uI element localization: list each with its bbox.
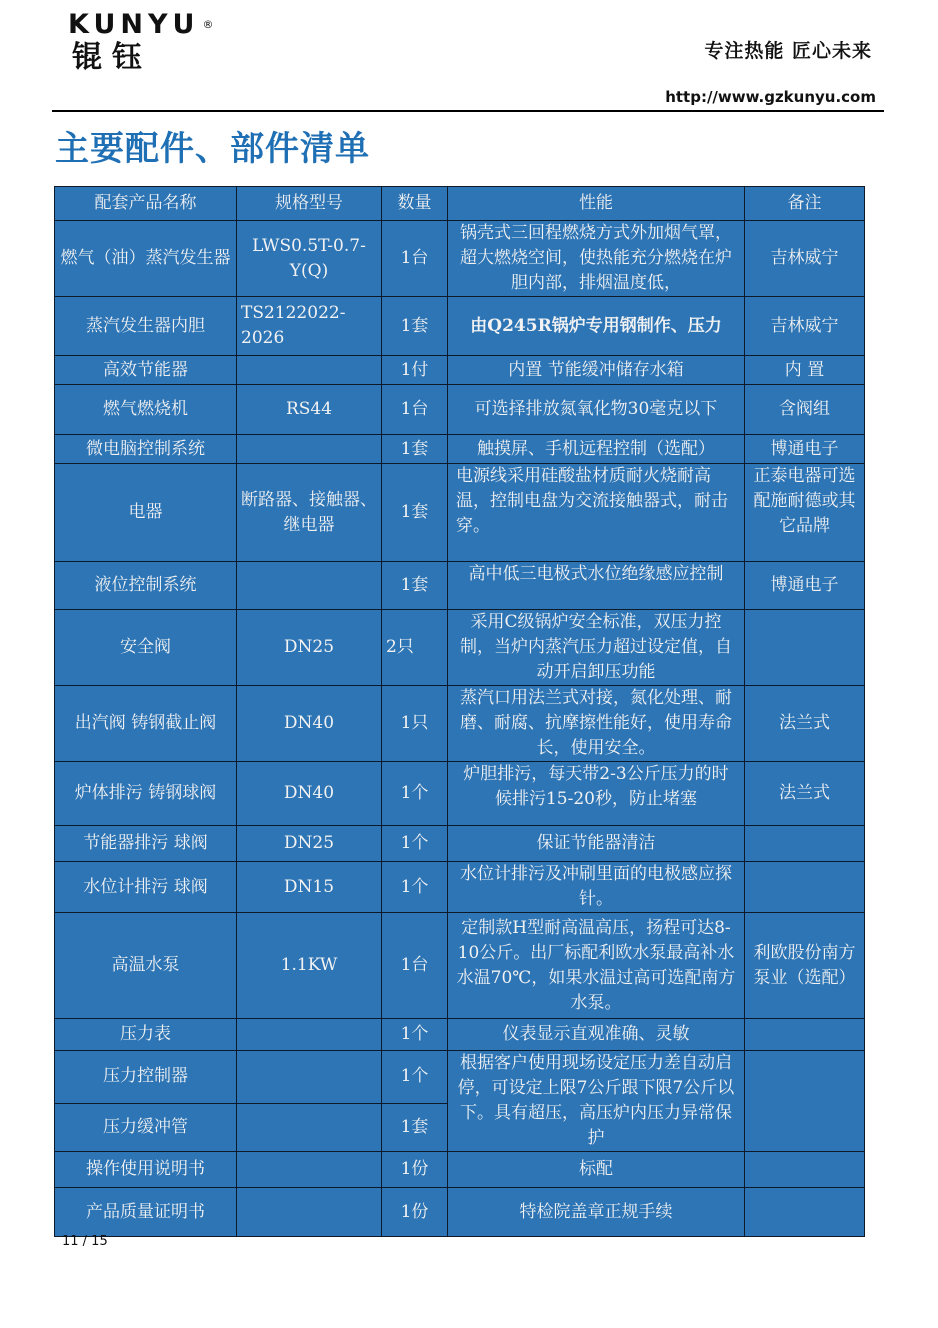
table-row [55,562,865,610]
cell-spec [237,1051,382,1104]
cell-name: 出汽阀 铸钢截止阀 [55,686,237,762]
cell-qty: 1个 [382,1051,448,1104]
cell-note: 吉林威宁 [745,297,865,356]
table-row [55,464,865,562]
cell-name: 压力缓冲管 [55,1103,237,1151]
page-number: 11 / 15 [62,1234,108,1249]
cell-name: 电器 [55,464,237,562]
logo-chinese: 锟钰 [72,40,152,75]
cell-spec [237,435,382,464]
cell-qty: 1个 [382,762,448,826]
cell-spec [237,356,382,385]
cell-perf: 保证节能器清洁 [448,826,745,862]
cell-qty: 1套 [382,297,448,356]
table-row [55,862,865,913]
cell-spec [237,1188,382,1237]
cell-spec: DN25 [237,610,382,686]
cell-qty: 2只 [382,610,448,686]
cell-qty: 1只 [382,686,448,762]
cell-qty: 1套 [382,464,448,562]
cell-name: 产品质量证明书 [55,1188,237,1237]
cell-qty: 1个 [382,1019,448,1051]
cell-name: 安全阀 [55,610,237,686]
cell-note [745,610,865,686]
cell-note: 法兰式 [745,686,865,762]
cell-perf: 触摸屏、手机远程控制（选配） [448,435,745,464]
cell-note [745,826,865,862]
cell-spec: DN25 [237,826,382,862]
cell-note [745,1188,865,1237]
cell-perf: 水位计排污及冲刷里面的电极感应探针。 [448,862,745,913]
cell-name: 微电脑控制系统 [55,435,237,464]
cell-perf: 由Q245R锅炉专用钢制作、压力 [448,297,745,356]
cell-qty: 1台 [382,221,448,297]
cell-perf: 采用C级锅炉安全标准，双压力控制，当炉内蒸汽压力超过设定值，自动开启卸压功能 [448,610,745,686]
header-cell: 性能 [448,187,745,221]
parts-table [54,186,865,1237]
cell-note: 含阀组 [745,385,865,435]
cell-spec: DN40 [237,762,382,826]
cell-name: 燃气（油）蒸汽发生器 [55,221,237,297]
website-url: http://www.gzkunyu.com [665,88,876,106]
cell-spec: LWS0.5T-0.7-Y(Q) [237,221,382,297]
cell-spec: RS44 [237,385,382,435]
cell-spec [237,1019,382,1051]
cell-note: 吉林威宁 [745,221,865,297]
cell-name: 炉体排污 铸钢球阀 [55,762,237,826]
cell-perf: 内置 节能缓冲储存水箱 [448,356,745,385]
cell-qty: 1个 [382,826,448,862]
cell-spec: DN15 [237,862,382,913]
company-logo [68,9,214,76]
table-row [55,826,865,862]
cell-qty: 1份 [382,1188,448,1237]
cell-note [745,1051,865,1152]
cell-perf: 标配 [448,1152,745,1188]
table-row [55,1188,865,1237]
cell-perf: 电源线采用硅酸盐材质耐火烧耐高温，控制电盘为交流接触器式，耐击穿。 [448,464,745,562]
cell-qty: 1套 [382,1103,448,1151]
cell-perf: 高中低三电极式水位绝缘感应控制 [448,562,745,610]
cell-name: 高效节能器 [55,356,237,385]
cell-spec: TS2122022-2026 [237,297,382,356]
cell-note: 正泰电器可选配施耐德或其它品牌 [745,464,865,562]
cell-qty: 1份 [382,1152,448,1188]
header-divider [52,110,884,112]
table-row [55,762,865,826]
registered-mark: ® [202,18,214,31]
cell-name: 高温水泵 [55,913,237,1019]
cell-spec: 断路器、接触器、继电器 [237,464,382,562]
table-row [55,297,865,356]
table-row [55,356,865,385]
cell-name: 压力控制器 [55,1051,237,1104]
table-row [55,385,865,435]
cell-note [745,1152,865,1188]
table-row [55,686,865,762]
header-cell: 数量 [382,187,448,221]
cell-note [745,862,865,913]
cell-name: 蒸汽发生器内胆 [55,297,237,356]
cell-note: 博通电子 [745,435,865,464]
logo-english: KUNYU [68,9,200,40]
table-header-row [55,187,865,221]
cell-perf: 蒸汽口用法兰式对接，氮化处理、耐磨、耐腐、抗摩擦性能好，使用寿命长，使用安全。 [448,686,745,762]
cell-note [745,1019,865,1051]
table-row [55,1051,865,1104]
page-title: 主要配件、部件清单 [55,129,370,169]
table-row [55,913,865,1019]
cell-qty: 1付 [382,356,448,385]
cell-spec: DN40 [237,686,382,762]
cell-qty: 1个 [382,862,448,913]
cell-name: 操作使用说明书 [55,1152,237,1188]
header-cell: 备注 [745,187,865,221]
cell-qty: 1套 [382,435,448,464]
cell-name: 压力表 [55,1019,237,1051]
cell-perf: 仪表显示直观准确、灵敏 [448,1019,745,1051]
cell-note: 利欧股份南方泵业（选配） [745,913,865,1019]
cell-spec: 1.1KW [237,913,382,1019]
table-row [55,1019,865,1051]
table-row [55,610,865,686]
header-cell: 配套产品名称 [55,187,237,221]
cell-qty: 1套 [382,562,448,610]
cell-spec [237,1103,382,1151]
cell-name: 燃气燃烧机 [55,385,237,435]
slogan: 专注热能 匠心未来 [704,40,872,62]
cell-perf: 特检院盖章正规手续 [448,1188,745,1237]
cell-perf: 锅壳式三回程燃烧方式外加烟气罩，超大燃烧空间，使热能充分燃烧在炉胆内部，排烟温度低， [448,221,745,297]
cell-spec [237,1152,382,1188]
table-row [55,221,865,297]
table-row [55,435,865,464]
cell-spec [237,562,382,610]
cell-note: 内 置 [745,356,865,385]
cell-name: 液位控制系统 [55,562,237,610]
cell-perf: 定制款H型耐高温高压，扬程可达8-10公斤。出厂标配利欧水泵最高补水水温70℃，如果水温过高可选配南方水泵。 [448,913,745,1019]
cell-note: 法兰式 [745,762,865,826]
cell-qty: 1台 [382,385,448,435]
cell-note: 博通电子 [745,562,865,610]
header-cell: 规格型号 [237,187,382,221]
cell-perf: 炉胆排污，每天带2-3公斤压力的时候排污15-20秒，防止堵塞 [448,762,745,826]
cell-perf: 可选择排放氮氧化物30毫克以下 [448,385,745,435]
cell-perf: 根据客户使用现场设定压力差自动启停，可设定上限7公斤跟下限7公斤以下。具有超压，高压炉内压力异常保护 [448,1051,745,1152]
cell-qty: 1台 [382,913,448,1019]
cell-name: 水位计排污 球阀 [55,862,237,913]
table-row [55,1152,865,1188]
cell-name: 节能器排污 球阀 [55,826,237,862]
